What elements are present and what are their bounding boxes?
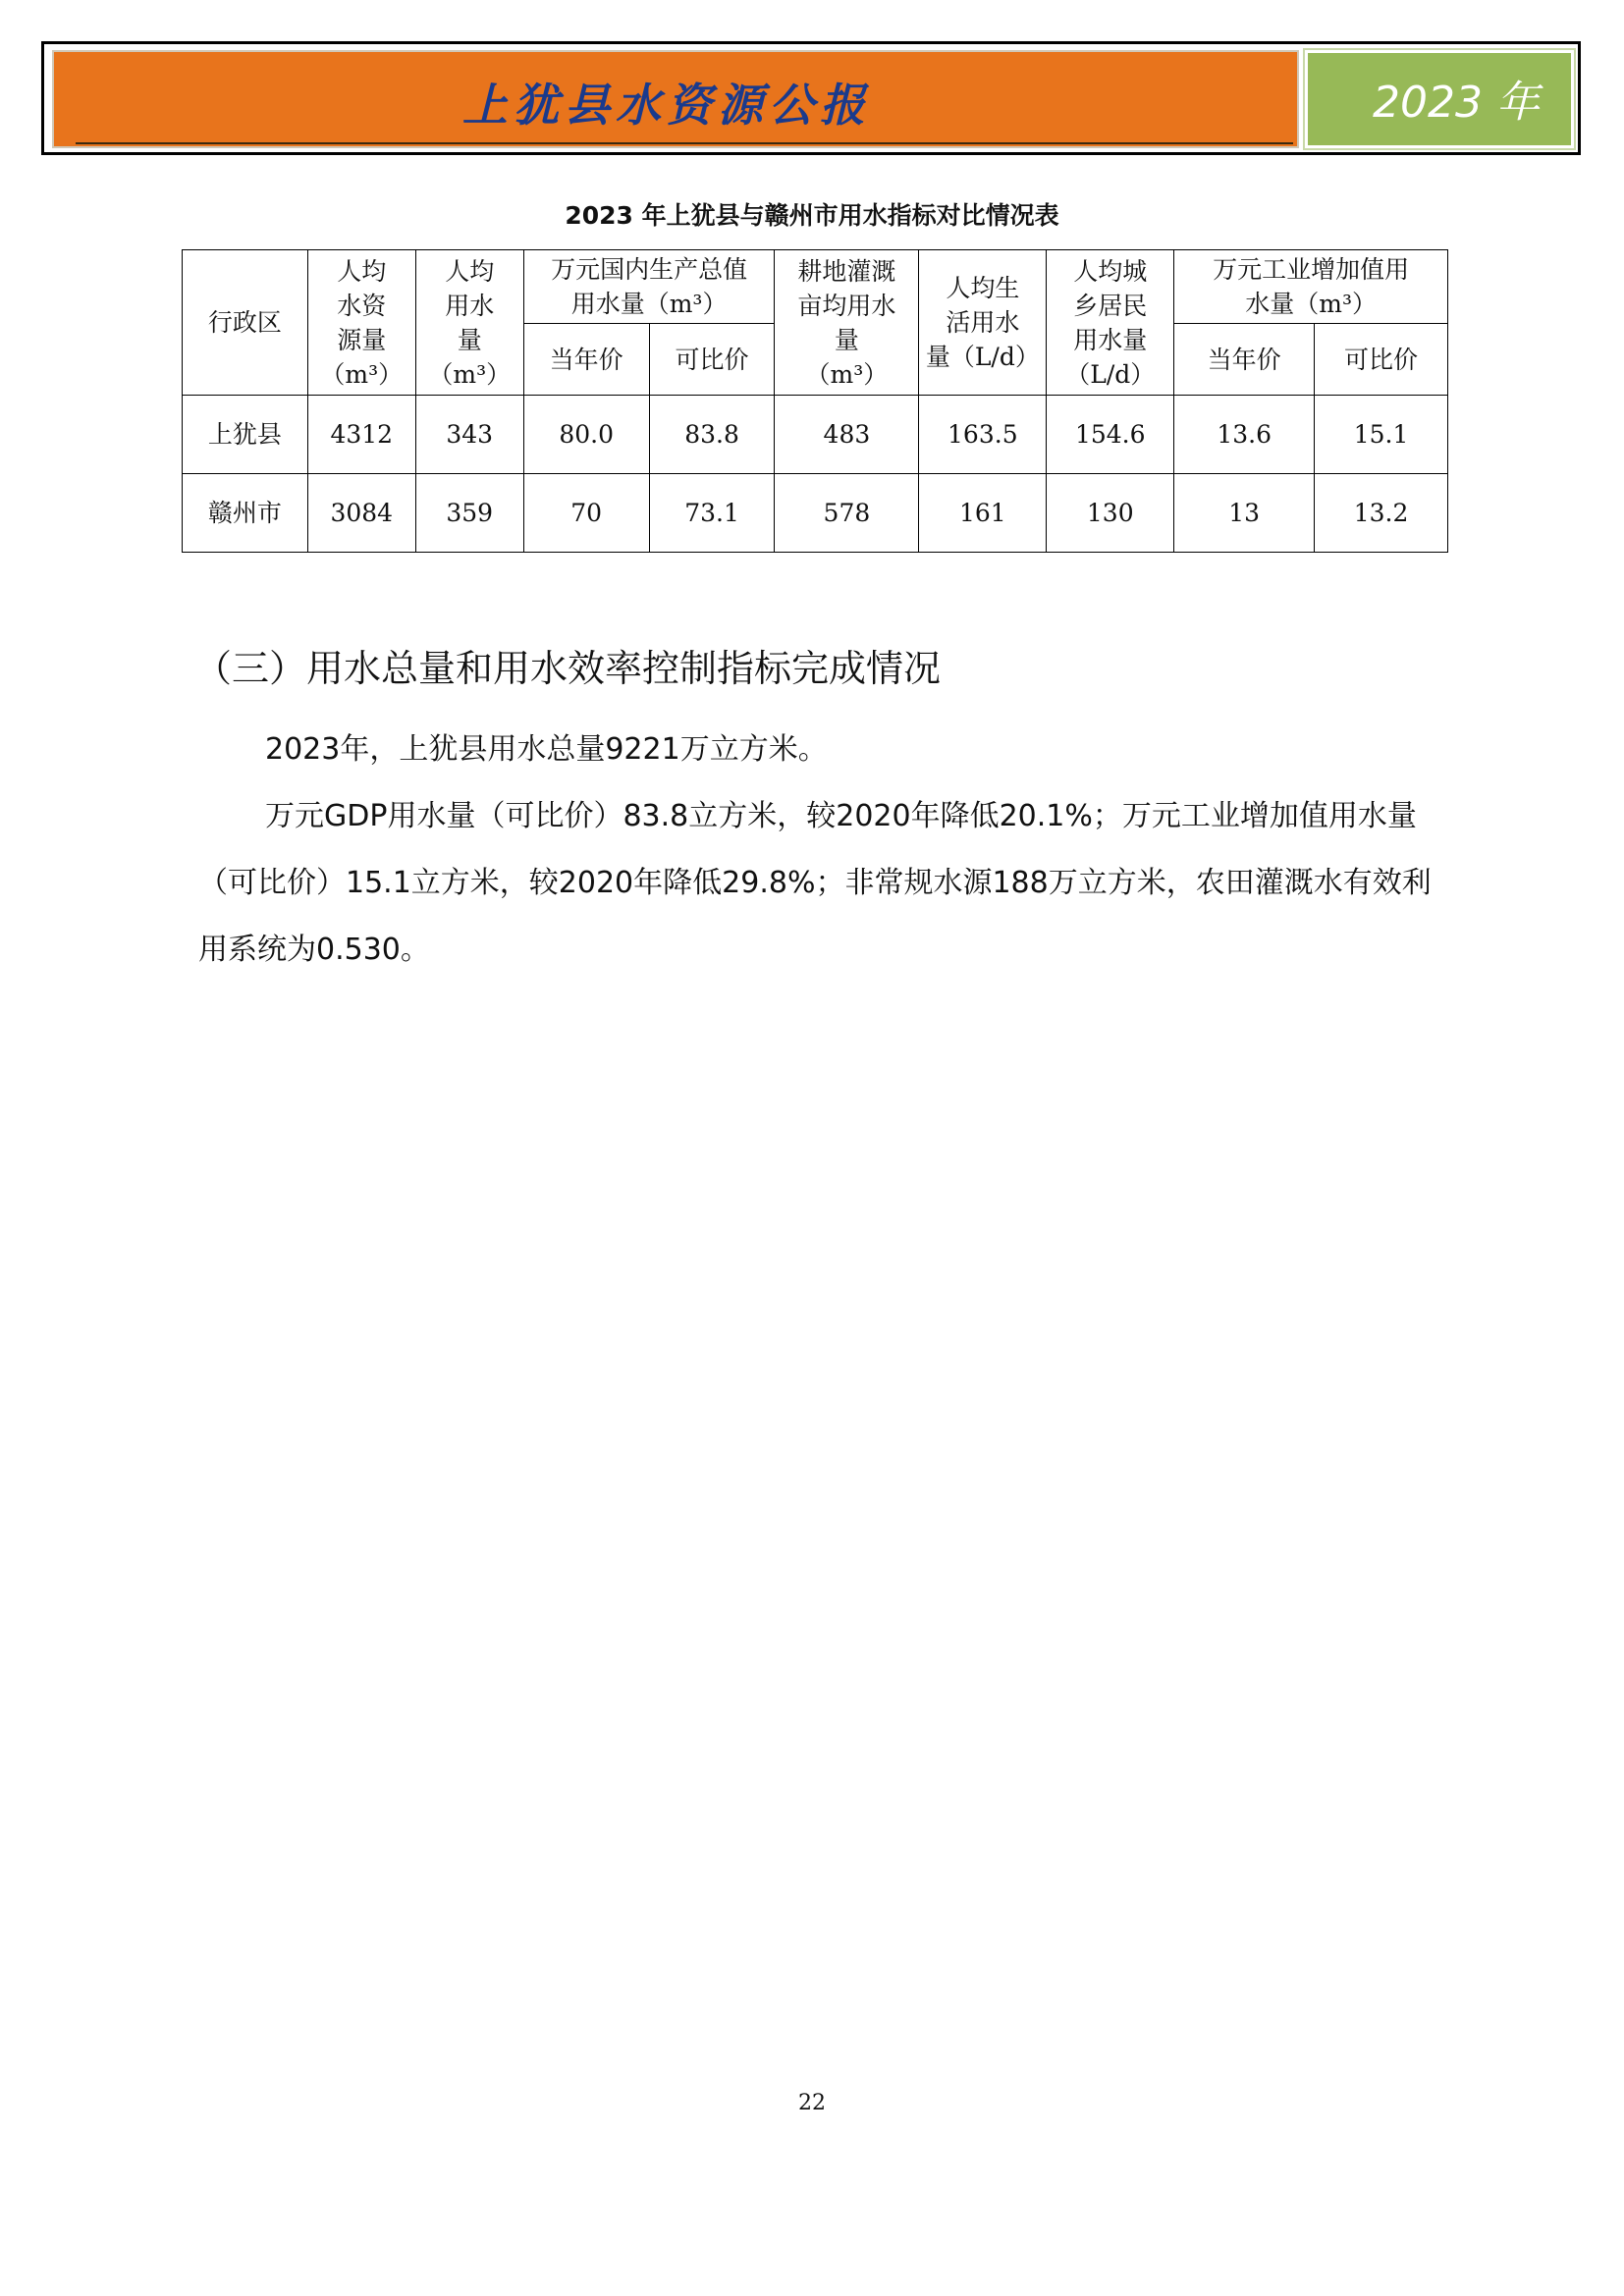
table-cell: 130 xyxy=(1047,474,1174,553)
header-industrial-comparable-price: 可比价 xyxy=(1315,324,1448,396)
table-cell: 359 xyxy=(415,474,523,553)
header-irrigation-per-mu xyxy=(775,250,919,396)
table-caption: 2023 年上犹县与赣州市用水指标对比情况表 xyxy=(565,201,1059,230)
header-industrial-water-use xyxy=(1174,250,1448,324)
table-cell: 483 xyxy=(775,396,919,474)
header-line: 水资 xyxy=(337,291,387,320)
section-heading: （三）用水总量和用水效率控制指标完成情况 xyxy=(194,647,942,690)
table-cell: 3084 xyxy=(307,474,415,553)
report-title: 上犹县水资源公报 xyxy=(462,79,871,132)
header-line: 人均城 xyxy=(1073,256,1148,286)
header-gdp-water-use xyxy=(523,250,775,324)
page-number: 22 xyxy=(798,2091,826,2115)
table-row xyxy=(183,474,1448,553)
header-water-resources-per-capita xyxy=(307,250,415,396)
paragraph-efficiency-indicators: 万元GDP用水量（可比价）83.8立方米，较2020年降低20.1%；万元工业增加值用水量（可比价）15.1立方米，较2020年降低29.8%；非常规水源188万立方米，农田灌溉水有效利用系统为0.530。 xyxy=(198,799,1432,967)
header-domestic-per-capita xyxy=(919,250,1047,396)
header-line: 万元工业增加值用 xyxy=(1213,255,1410,284)
table-cell: 15.1 xyxy=(1315,396,1448,474)
table-row xyxy=(183,396,1448,474)
header-line: （m³） xyxy=(320,359,404,389)
header-line: 人均生 xyxy=(946,274,1020,302)
table-cell: 578 xyxy=(775,474,919,553)
header-line: 量（L/d） xyxy=(925,343,1040,371)
header-line: 用水量（m³） xyxy=(570,290,728,318)
header-region: 行政区 xyxy=(183,250,308,396)
table-cell: 73.1 xyxy=(649,474,775,553)
table-cell: 83.8 xyxy=(649,396,775,474)
header-residents-per-capita xyxy=(1047,250,1174,396)
header-line: 用水量 xyxy=(1073,325,1148,354)
table-cell: 13 xyxy=(1174,474,1315,553)
header-line: 量 xyxy=(457,325,482,354)
header-line: 人均 xyxy=(445,256,495,286)
table-cell: 154.6 xyxy=(1047,396,1174,474)
header-banner xyxy=(41,41,1581,155)
header-gdp-comparable-price: 可比价 xyxy=(649,324,775,396)
cell-region: 赣州市 xyxy=(183,474,308,553)
table-cell: 161 xyxy=(919,474,1047,553)
table-cell: 13.2 xyxy=(1315,474,1448,553)
header-line: 水量（m³） xyxy=(1245,290,1377,318)
water-indicator-table xyxy=(182,249,1448,553)
header-line: （L/d） xyxy=(1065,359,1156,389)
paragraph-total-water-use: 2023年，上犹县用水总量9221万立方米。 xyxy=(265,732,828,767)
header-line: 源量 xyxy=(337,325,387,354)
header-line: 人均 xyxy=(337,256,387,286)
header-line: 乡居民 xyxy=(1073,291,1148,320)
table-cell: 13.6 xyxy=(1174,396,1315,474)
header-gdp-current-price: 当年价 xyxy=(523,324,649,396)
report-year: 2023 年 xyxy=(1373,78,1540,128)
table-header-row xyxy=(183,250,1448,324)
header-industrial-current-price: 当年价 xyxy=(1174,324,1315,396)
table-cell: 343 xyxy=(415,396,523,474)
table-cell: 163.5 xyxy=(919,396,1047,474)
header-line: （m³） xyxy=(428,359,512,389)
header-line: （m³） xyxy=(805,359,889,389)
header-line: 活用水 xyxy=(946,308,1020,337)
table-cell: 80.0 xyxy=(523,396,649,474)
header-line: 亩均用水 xyxy=(797,291,896,320)
banner-year-panel xyxy=(1305,50,1574,148)
header-line: 量 xyxy=(834,325,859,354)
header-line: 用水 xyxy=(445,291,495,320)
header-line: 耕地灌溉 xyxy=(797,256,896,286)
cell-region: 上犹县 xyxy=(183,396,308,474)
header-water-use-per-capita xyxy=(415,250,523,396)
table-cell: 4312 xyxy=(307,396,415,474)
banner-title-panel xyxy=(52,50,1299,148)
title-underline xyxy=(76,142,1293,144)
header-line: 万元国内生产总值 xyxy=(551,255,748,284)
table-cell: 70 xyxy=(523,474,649,553)
